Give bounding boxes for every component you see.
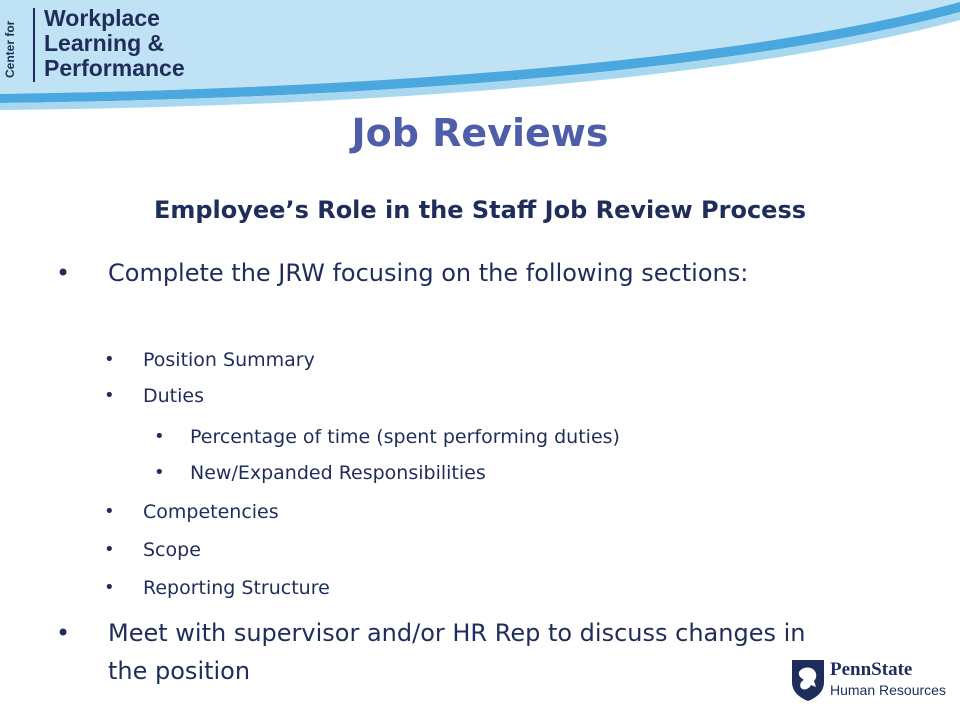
bullet-marker: • [104,501,115,522]
workplace-learning-logo [44,6,234,81]
nittany-lion-shield-icon [790,658,826,702]
logo-line-1: Workplace [44,5,160,31]
logo-line-2: Learning & [44,30,165,56]
slide-title: Job Reviews [351,111,609,155]
bullet-text: Position Summary [143,349,315,371]
bullet-marker: • [154,462,165,483]
bullet-marker: • [56,259,71,287]
bullet-item [56,614,816,694]
bullet-item [56,254,816,334]
human-resources-label: Human Resources [830,682,946,698]
bullet-marker: • [104,385,115,406]
bullet-text: New/Expanded Responsibilities [190,462,486,484]
bullet-marker: • [104,577,115,598]
bullet-text: Duties [143,385,204,407]
bullet-text: Competencies [143,501,279,523]
slide-subtitle: Employee’s Role in the Staff Job Review Process [153,196,807,224]
bullet-text: Reporting Structure [143,577,330,599]
bullet-marker: • [56,619,71,647]
pennstate-wordmark: PennState [830,659,913,680]
bullet-marker: • [154,426,165,447]
bullet-text: Scope [143,539,201,561]
logo-line-3: Performance [44,55,185,81]
logo-vertical-text [0,0,28,90]
pennstate-hr-logo [790,658,950,706]
logo-center-for: Center for [3,20,17,78]
bullet-text: Meet with supervisor and/or HR Rep to discuss changes in the position [108,619,806,685]
bullet-text: Percentage of time (spent performing duties) [190,426,620,448]
logo-divider [33,8,35,82]
header-banner [0,0,960,110]
bullet-marker: • [104,349,115,370]
bullet-marker: • [104,539,115,560]
bullet-text: Complete the JRW focusing on the following sections: [108,259,749,287]
